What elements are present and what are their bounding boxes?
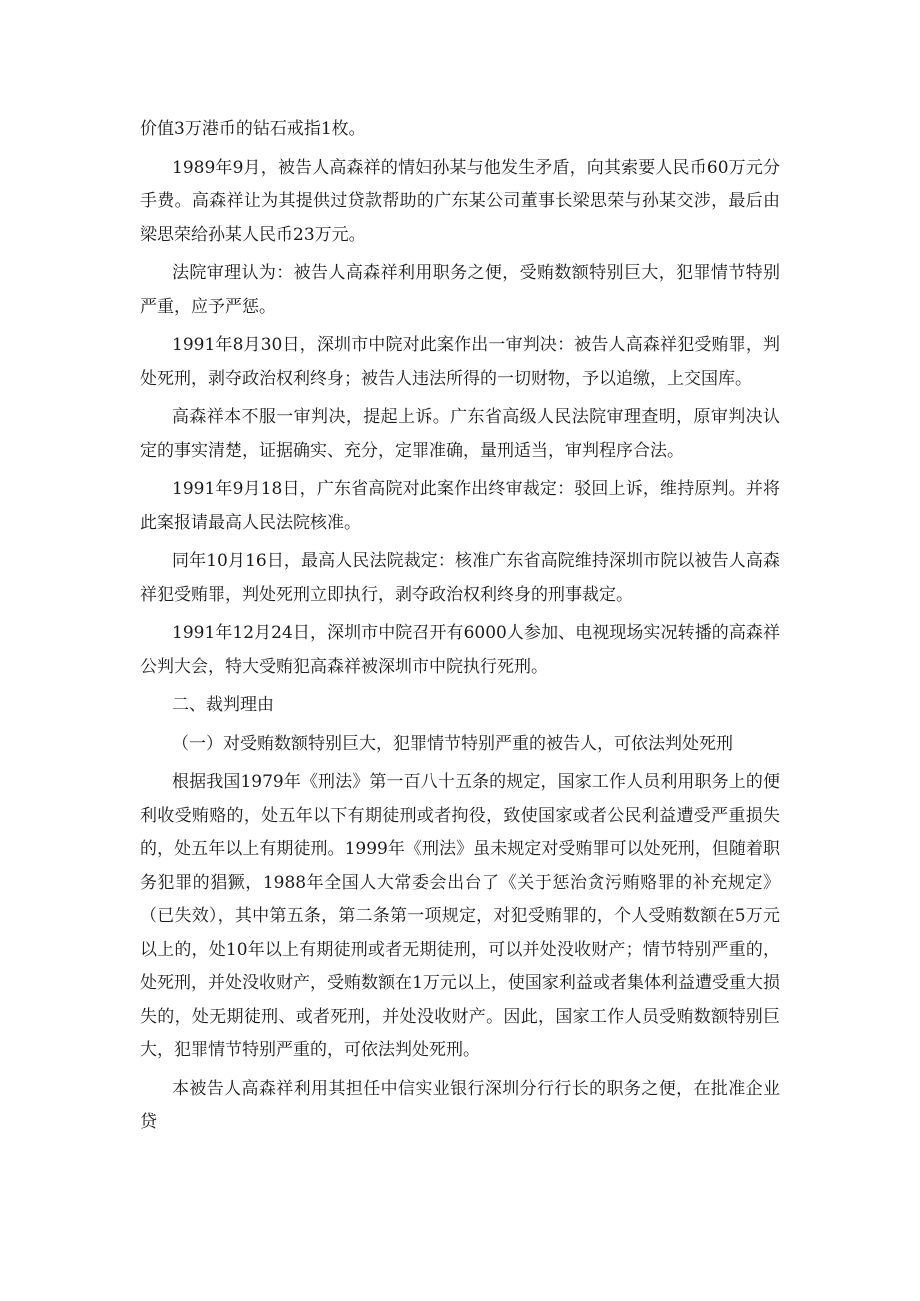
paragraph-first-instance: 1991年8月30日，深圳市中院对此案作出一审判决：被告人高森祥犯受贿罪，判处死刑，剥夺政治权利终身；被告人违法所得的一切财物，予以追缴，上交国库。	[140, 335, 780, 389]
paragraph-court-finding: 法院审理认为：被告人高森祥利用职务之便，受贿数额特别巨大，犯罪情节特别严重，应予严惩。	[140, 263, 780, 317]
paragraph-supreme-court: 同年10月16日，最高人民法院裁定：核准广东省高院维持深圳市院以被告人高森祥犯受贿罪，判处死刑立即执行，剥夺政治权利终身的刑事裁定。	[140, 551, 780, 605]
subsection-heading: （一）对受贿数额特别巨大，犯罪情节特别严重的被告人，可依法判处死刑	[172, 733, 733, 754]
paragraph-continuation: 价值3万港币的钻石戒指1枚。	[140, 119, 366, 139]
section-heading: 二、裁判理由	[172, 695, 274, 715]
paragraph-execution: 1991年12月24日，深圳市中院召开有6000人参加、电视现场实况转播的高森祥公判大会，特大受贿犯高森祥被深圳市中院执行死刑。	[140, 623, 780, 677]
paragraph-appeal: 高森祥本不服一审判决，提起上诉。广东省高级人民法院审理查明，原审判决认定的事实清楚，证据确实、充分，定罪准确，量刑适当，审判程序合法。	[140, 407, 780, 461]
paragraph-defendant-analysis: 本被告人高森祥利用其担任中信实业银行深圳分行行长的职务之便，在批准企业贷	[140, 1078, 780, 1132]
document-page	[140, 113, 780, 1145]
paragraph-final-ruling: 1991年9月18日，广东省高院对此案作出终审裁定：驳回上诉，维持原判。并将此案报请最高人民法院核准。	[140, 479, 780, 533]
paragraph-legal-basis: 根据我国1979年《刑法》第一百八十五条的规定，国家工作人员利用职务上的便利收受贿赂的，处五年以下有期徒刑或者拘役，致使国家或者公民利益遭受严重损失的，处五年以上有期徒刑。1999年《刑法》虽未规定对受贿罪可以处死刑，但随着职务犯罪的猖獗，1988年全国人大常委会出台了《关于惩治贪污贿赂罪的补充规定》（已失效），其中第五条，第二条第一项规定，对犯受贿罪的，个人受贿数额在5万元以上的，处10年以上有期徒刑或者无期徒刑，可以并处没收财产；情节特别严重的，处死刑，并处没收财产，受贿数额在1万元以上，使国家利益或者集体利益遭受重大损失的，处无期徒刑、或者死刑，并处没收财产。因此，国家工作人员受贿数额特别巨大，犯罪情节特别严重的，可依法判处死刑。	[140, 772, 780, 1060]
paragraph-breakup-fee: 1989年9月，被告人高森祥的情妇孙某与他发生矛盾，向其索要人民币60万元分手费。高森祥让为其提供过贷款帮助的广东某公司董事长梁思荣与孙某交涉，最后由梁思荣给孙某人民币23万元。	[140, 157, 780, 245]
